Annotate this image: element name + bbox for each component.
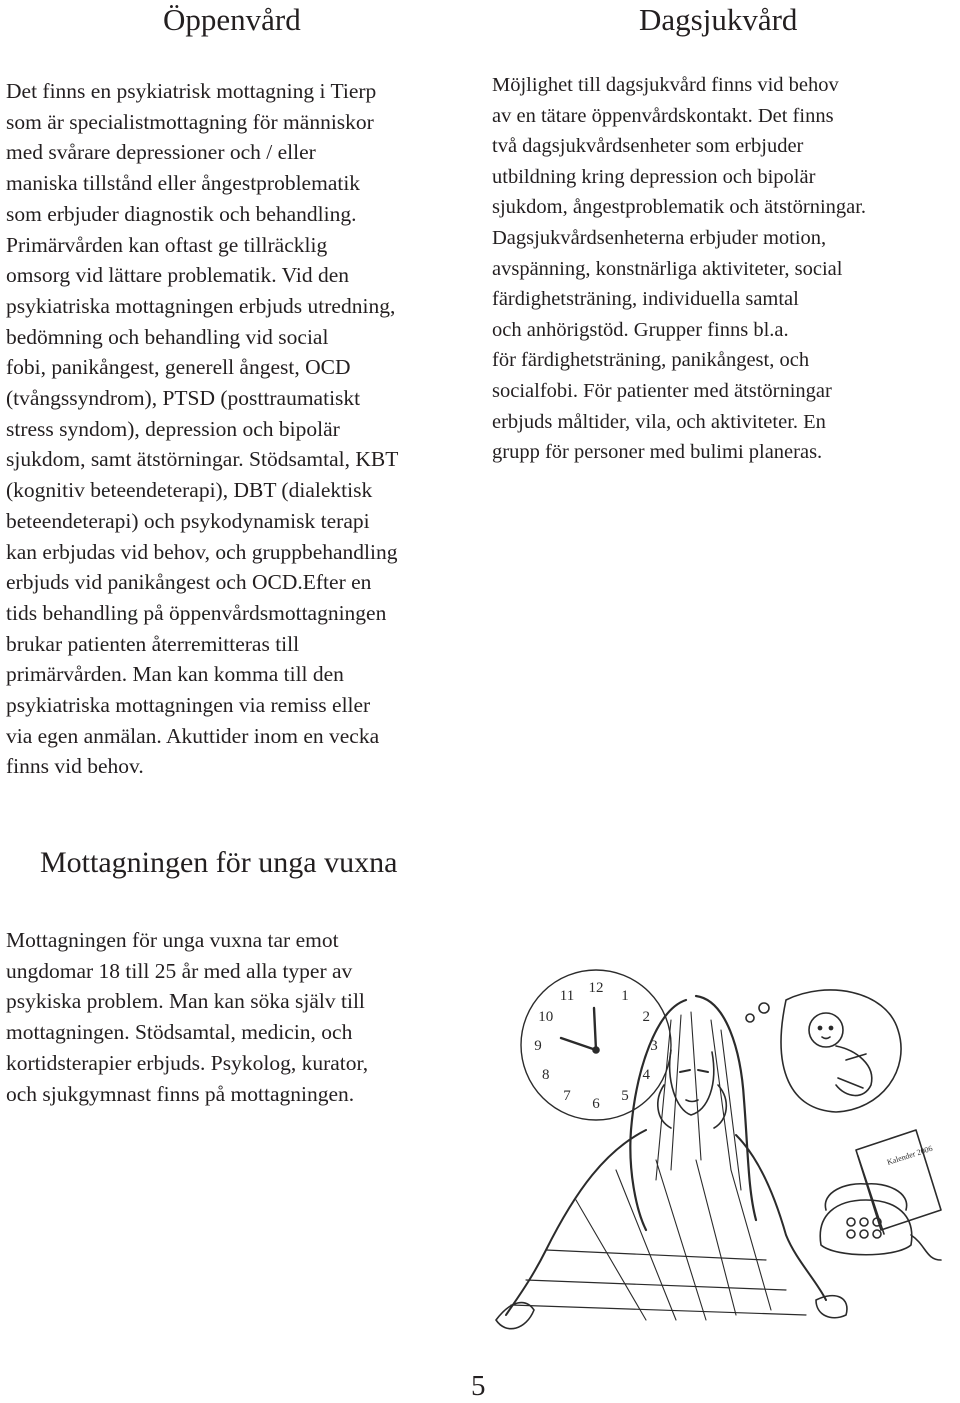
unga-vuxna-text-line: kortidsterapier erbjuds. Psykolog, kurator, — [6, 1050, 369, 1075]
oppenvard-text-line: brukar patienten återremitteras till — [6, 631, 300, 656]
clock-number: 1 — [621, 987, 629, 1004]
dagsjukvard-text-line: för färdighetsträning, panikångest, och — [492, 349, 810, 372]
unga-vuxna-text-line: psykiska problem. Man kan söka själv till — [6, 989, 365, 1014]
dagsjukvard-text-line: utbildning kring depression och bipolär — [492, 165, 816, 188]
unga-vuxna-text-line: och sjukgymnast finns på mottagningen. — [6, 1081, 355, 1106]
oppenvard-text-line: maniska tillstånd eller ångestproblematik — [6, 171, 361, 196]
dagsjukvard-text-line: två dagsjukvårdsenheter som erbjuder — [492, 135, 804, 158]
clock-number: 11 — [559, 987, 575, 1004]
clock-number: 12 — [588, 980, 604, 996]
telephone-drawing — [820, 1184, 941, 1260]
clock-number: 8 — [542, 1067, 550, 1083]
paragraph-unga-vuxna — [6, 925, 368, 1109]
heading-oppenvard: Öppenvård — [163, 2, 301, 37]
heading-unga-vuxna: Mottagningen för unga vuxna — [40, 846, 398, 879]
paragraph-dagsjukvard — [492, 70, 866, 468]
oppenvard-text-line: sjukdom, samt ätstörningar. Stödsamtal, KBT — [6, 447, 399, 472]
oppenvard-text-line: (tvångssyndrom), PTSD (posttraumatiskt — [6, 386, 361, 411]
paragraph-oppenvard — [6, 76, 398, 782]
unga-vuxna-text-line: ungdomar 18 till 25 år med alla typer av — [6, 958, 353, 983]
dagsjukvard-text-line: socialfobi. För patienter med ätstörningar — [492, 379, 832, 402]
oppenvard-text-line: Det finns en psykiatrisk mottagning i Tierp — [6, 79, 377, 103]
dagsjukvard-text-line: färdighetsträning, individuella samtal — [492, 288, 799, 311]
dagsjukvard-text-line: Dagsjukvårdsenheterna erbjuder motion, — [492, 226, 827, 249]
oppenvard-text-line: finns vid behov. — [6, 754, 144, 779]
dagsjukvard-text-line: grupp för personer med bulimi planeras. — [492, 441, 823, 464]
clock-number: 2 — [642, 1009, 650, 1025]
dagsjukvard-text-line: och anhörigstöd. Grupper finns bl.a. — [492, 318, 789, 341]
heading-dagsjukvard: Dagsjukvård — [639, 2, 798, 37]
oppenvard-text-line: fobi, panikångest, generell ångest, OCD — [6, 355, 351, 380]
calendar-book-drawing — [856, 1130, 941, 1234]
oppenvard-text-line: tids behandling på öppenvårdsmottagningen — [6, 600, 387, 625]
oppenvard-text-line: erbjuds vid panikångest och OCD.Efter en — [6, 570, 372, 595]
clock-number: 7 — [563, 1088, 571, 1105]
unga-vuxna-text-line: Mottagningen för unga vuxna tar emot — [6, 928, 339, 952]
oppenvard-text-line: som är specialistmottagning för människor — [6, 109, 374, 134]
oppenvard-text-line: via egen anmälan. Akuttider inom en vecka — [6, 723, 380, 748]
oppenvard-text-line: med svårare depressioner och / eller — [6, 140, 316, 165]
calendar-book-label: Kalender 2006 — [885, 1143, 934, 1167]
clock-number: 3 — [650, 1038, 658, 1054]
oppenvard-text-line: bedömning och behandling vid social — [6, 324, 329, 349]
unga-vuxna-text-line: mottagningen. Stödsamtal, medicin, och — [6, 1020, 353, 1045]
illustration-woman-thinking — [486, 960, 954, 1360]
clock-number: 5 — [621, 1088, 629, 1105]
oppenvard-text-line: omsorg vid lättare problematik. Vid den — [6, 263, 350, 288]
oppenvard-text-line: (kognitiv beteendeterapi), DBT (dialektisk — [6, 478, 373, 503]
clock-number: 10 — [538, 1009, 554, 1025]
oppenvard-text-line: psykiatriska mottagningen erbjuds utredning, — [6, 293, 396, 318]
oppenvard-text-line: primärvården. Man kan komma till den — [6, 662, 344, 687]
clock-number: 9 — [534, 1038, 542, 1054]
clock-number: 6 — [592, 1096, 600, 1112]
dagsjukvard-text-line: Möjlighet till dagsjukvård finns vid behov — [492, 74, 839, 96]
oppenvard-text-line: beteendeterapi) och psykodynamisk terapi — [6, 508, 370, 533]
dagsjukvard-text-line: av en tätare öppenvårdskontakt. Det finns — [492, 104, 834, 127]
dagsjukvard-text-line: avspänning, konstnärliga aktiviteter, social — [492, 257, 843, 280]
oppenvard-text-line: psykiatriska mottagningen via remiss eller — [6, 693, 371, 718]
oppenvard-text-line: som erbjuder diagnostik och behandling. — [6, 201, 357, 226]
oppenvard-text-line: stress syndom), depression och bipolär — [6, 416, 340, 441]
dagsjukvard-text-line: sjukdom, ångestproblematik och ätstörningar. — [492, 196, 867, 219]
clock-number: 4 — [642, 1067, 650, 1083]
oppenvard-text-line: kan erbjudas vid behov, och gruppbehandling — [6, 539, 398, 564]
dagsjukvard-text-line: erbjuds måltider, vila, och aktiviteter. En — [492, 410, 826, 433]
oppenvard-text-line: Primärvården kan oftast ge tillräcklig — [6, 232, 328, 257]
page-number: 5 — [471, 1370, 486, 1402]
baby-bubble-drawing — [781, 990, 901, 1112]
